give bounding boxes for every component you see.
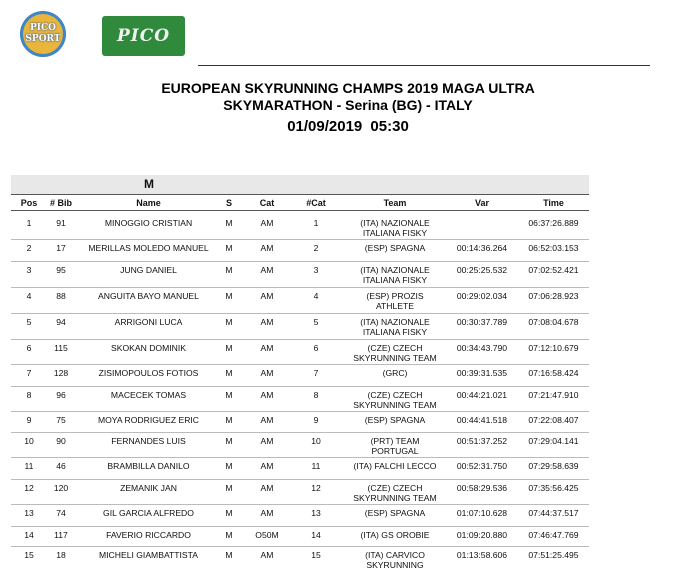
cell-cat: AM (260, 265, 274, 275)
row-divider (11, 261, 589, 262)
cell-s: M (225, 343, 233, 353)
team-line-1: (ITA) NAZIONALE (360, 218, 430, 228)
row-divider (11, 457, 589, 458)
cell-name: BRAMBILLA DANILO (107, 461, 190, 471)
cell-pos: 1 (26, 218, 32, 228)
header-time: Time (543, 198, 564, 208)
cell-cat: O50M (255, 530, 279, 540)
cell-ncat: 4 (313, 291, 319, 301)
team-line-1: (ESP) SPAGNA (364, 415, 426, 425)
cell-var: 00:44:21.021 (456, 390, 508, 400)
cell-time: 06:52:03.153 (528, 243, 579, 253)
title-date-time: 01/09/2019 05:30 (287, 118, 409, 135)
pico-logo-text: PICO (116, 26, 171, 46)
team-line-2: ITALIANA FISKY (362, 228, 428, 238)
cell-time: 06:37:26.889 (528, 218, 579, 228)
cell-time: 07:35:56.425 (528, 483, 579, 493)
cell-bib: 46 (56, 461, 66, 471)
cell-team (339, 291, 451, 311)
cell-name: MERILLAS MOLEDO MANUEL (88, 243, 209, 253)
team-line-1: (ESP) PROZIS (366, 291, 424, 301)
cell-bib: 18 (56, 550, 66, 560)
cell-time: 07:06:28.923 (528, 291, 579, 301)
row-divider (11, 287, 589, 288)
cell-s: M (225, 483, 233, 493)
cell-var: 00:39:31.535 (456, 368, 508, 378)
cell-name: ARRIGONI LUCA (114, 317, 183, 327)
cell-pos: 5 (26, 317, 32, 327)
cell-cat: AM (260, 343, 274, 353)
cell-s: M (225, 368, 233, 378)
team-line-1: (ITA) GS OROBIE (360, 530, 430, 540)
cell-bib: 88 (56, 291, 66, 301)
team-line-1: (ESP) SPAGNA (364, 243, 426, 253)
cell-ncat: 5 (313, 317, 319, 327)
team-line-2: SKYRUNNING TEAM (353, 400, 437, 410)
header-sex: S (225, 198, 232, 208)
team-line-2: SKYRUNNING (366, 560, 424, 570)
cell-var: 01:07:10.628 (456, 508, 508, 518)
cell-pos: 15 (24, 550, 34, 560)
cell-team (339, 530, 451, 540)
cell-team (339, 390, 451, 410)
cell-var: 00:51:37.252 (456, 436, 508, 446)
header-var: Var (474, 198, 489, 208)
cell-team (339, 343, 451, 363)
cell-s: M (225, 317, 233, 327)
cell-var: 00:52:31.750 (456, 461, 508, 471)
team-line-1: (PRT) TEAM (370, 436, 420, 446)
cell-cat: AM (260, 218, 274, 228)
row-divider (11, 386, 589, 387)
cell-name: FERNANDES LUIS (111, 436, 186, 446)
cell-ncat: 10 (311, 436, 321, 446)
team-line-2: ITALIANA FISKY (362, 327, 428, 337)
cell-bib: 94 (56, 317, 66, 327)
cell-team (339, 550, 451, 570)
cell-name: FAVERIO RICCARDO (106, 530, 191, 540)
header-team: Team (383, 198, 407, 208)
team-line-1: (CZE) CZECH (367, 343, 423, 353)
cell-name: ANGUITA BAYO MANUEL (98, 291, 199, 301)
cell-bib: 90 (56, 436, 66, 446)
cell-ncat: 9 (313, 415, 319, 425)
row-divider (11, 364, 589, 365)
cell-team (339, 436, 451, 456)
cell-var: 00:25:25.532 (456, 265, 508, 275)
title-line-2: SKYMARATHON - Serina (BG) - ITALY (223, 97, 473, 113)
cell-pos: 4 (26, 291, 32, 301)
cell-s: M (225, 390, 233, 400)
cell-var: 00:29:02.034 (456, 291, 508, 301)
header-name: Name (136, 198, 161, 208)
cell-cat: AM (260, 368, 274, 378)
cell-team (339, 483, 451, 503)
team-line-2: SKYRUNNING TEAM (353, 353, 437, 363)
cell-s: M (225, 436, 233, 446)
cell-cat: AM (260, 415, 274, 425)
cell-s: M (225, 508, 233, 518)
team-line-2: ITALIANA FISKY (362, 275, 428, 285)
row-divider (11, 411, 589, 412)
cell-bib: 96 (56, 390, 66, 400)
team-line-1: (ITA) CARVICO (365, 550, 425, 560)
cell-ncat: 7 (313, 368, 319, 378)
cell-time: 07:29:58.639 (528, 461, 579, 471)
cell-time: 07:08:04.678 (528, 317, 579, 327)
cell-name: MACECEK TOMAS (110, 390, 187, 400)
cell-ncat: 1 (313, 218, 319, 228)
cell-pos: 6 (26, 343, 32, 353)
team-line-1: (CZE) CZECH (367, 390, 423, 400)
cell-s: M (225, 461, 233, 471)
cell-pos: 10 (24, 436, 34, 446)
cell-time: 07:16:58.424 (528, 368, 579, 378)
team-line-1: (ITA) FALCHI LECCO (353, 461, 437, 471)
cell-s: M (225, 265, 233, 275)
cell-time: 07:46:47.769 (528, 530, 579, 540)
cell-time: 07:29:04.141 (528, 436, 579, 446)
cell-name: MICHELI GIAMBATTISTA (99, 550, 198, 560)
cell-bib: 115 (54, 343, 68, 353)
cell-s: M (225, 243, 233, 253)
cell-bib: 75 (56, 415, 66, 425)
team-line-2: PORTUGAL (371, 446, 419, 456)
cell-time: 07:02:52.421 (528, 265, 579, 275)
cell-cat: AM (260, 243, 274, 253)
cell-pos: 11 (24, 461, 34, 471)
team-line-2: SKYRUNNING TEAM (353, 493, 437, 503)
cell-time: 07:12:10.679 (528, 343, 579, 353)
cell-s: M (225, 415, 233, 425)
cell-cat: AM (260, 483, 274, 493)
cell-bib: 91 (56, 218, 66, 228)
cell-ncat: 14 (311, 530, 321, 540)
cell-ncat: 12 (311, 483, 321, 493)
cell-bib: 74 (56, 508, 66, 518)
row-divider (11, 546, 589, 547)
logo-text-top: PICO (30, 23, 56, 33)
header-pos: Pos (20, 198, 38, 208)
header-top-rule (11, 194, 589, 195)
cell-bib: 128 (53, 368, 69, 378)
cell-bib: 95 (56, 265, 66, 275)
cell-time: 07:22:08.407 (528, 415, 579, 425)
cell-ncat: 11 (311, 461, 321, 471)
row-divider (11, 339, 589, 340)
team-line-2: ATHLETE (375, 301, 415, 311)
team-line-1: (CZE) CZECH (367, 483, 423, 493)
cell-team (339, 368, 451, 378)
cell-name: MOYA RODRIGUEZ ERIC (97, 415, 200, 425)
header-bib: # Bib (49, 198, 72, 208)
cell-cat: AM (260, 508, 274, 518)
row-divider (11, 432, 589, 433)
cell-team (339, 218, 451, 238)
cell-team (339, 508, 451, 518)
pico-logo (102, 16, 185, 56)
cell-team (339, 317, 451, 337)
team-line-1: (GRC) (382, 368, 408, 378)
row-divider (11, 504, 589, 505)
cell-s: M (225, 218, 233, 228)
cell-pos: 2 (26, 243, 32, 253)
category-section-label: M (144, 177, 154, 191)
cell-pos: 9 (26, 415, 32, 425)
cell-pos: 12 (24, 483, 34, 493)
cell-pos: 14 (24, 530, 34, 540)
cell-time: 07:44:37.517 (528, 508, 579, 518)
cell-bib: 17 (56, 243, 66, 253)
cell-ncat: 13 (311, 508, 321, 518)
cell-team (339, 243, 451, 253)
row-divider (11, 239, 589, 240)
cell-var: 00:30:37.789 (456, 317, 508, 327)
cell-bib: 117 (54, 530, 68, 540)
header-bottom-rule (11, 210, 589, 211)
cell-cat: AM (260, 550, 274, 560)
cell-var: 00:58:29.536 (456, 483, 508, 493)
cell-ncat: 6 (313, 343, 319, 353)
cell-s: M (225, 291, 233, 301)
title-line-1: EUROPEAN SKYRUNNING CHAMPS 2019 MAGA ULTRA (161, 80, 535, 96)
row-divider (11, 526, 589, 527)
cell-team (339, 415, 451, 425)
cell-s: M (225, 530, 233, 540)
cell-time: 07:21:47.910 (528, 390, 579, 400)
cell-name: ZISIMOPOULOS FOTIOS (98, 368, 199, 378)
cell-ncat: 8 (313, 390, 319, 400)
cell-team (339, 461, 451, 471)
cell-ncat: 2 (313, 243, 319, 253)
cell-ncat: 15 (311, 550, 321, 560)
row-divider (11, 313, 589, 314)
cell-team (339, 265, 451, 285)
cell-var: 01:13:58.606 (456, 550, 508, 560)
cell-cat: AM (260, 461, 274, 471)
cell-ncat: 3 (313, 265, 319, 275)
team-line-1: (ESP) SPAGNA (364, 508, 426, 518)
cell-pos: 3 (26, 265, 32, 275)
pico-sport-logo (20, 11, 66, 57)
cell-var: 01:09:20.880 (456, 530, 508, 540)
cell-name: JUNG DANIEL (120, 265, 177, 275)
header-rule (198, 65, 650, 66)
cell-name: MINOGGIO CRISTIAN (104, 218, 193, 228)
cell-var: 00:14:36.264 (456, 243, 508, 253)
cell-name: SKOKAN DOMINIK (111, 343, 186, 353)
cell-pos: 7 (26, 368, 32, 378)
cell-cat: AM (260, 317, 274, 327)
category-section-bar (11, 175, 589, 194)
row-divider (11, 479, 589, 480)
cell-var: 00:44:41.518 (456, 415, 508, 425)
cell-pos: 13 (24, 508, 34, 518)
logo-text-bottom: SPORT (25, 34, 61, 44)
cell-cat: AM (260, 436, 274, 446)
cell-name: ZEMANIK JAN (120, 483, 177, 493)
header-cat: Cat (259, 198, 275, 208)
cell-s: M (225, 550, 233, 560)
team-line-1: (ITA) NAZIONALE (360, 317, 430, 327)
cell-var: 00:34:43.790 (456, 343, 508, 353)
team-line-1: (ITA) NAZIONALE (360, 265, 430, 275)
cell-cat: AM (260, 390, 274, 400)
header-cat-rank: #Cat (306, 198, 326, 208)
cell-time: 07:51:25.495 (528, 550, 579, 560)
cell-cat: AM (260, 291, 274, 301)
cell-bib: 120 (53, 483, 69, 493)
cell-pos: 8 (26, 390, 32, 400)
cell-name: GIL GARCIA ALFREDO (103, 508, 194, 518)
